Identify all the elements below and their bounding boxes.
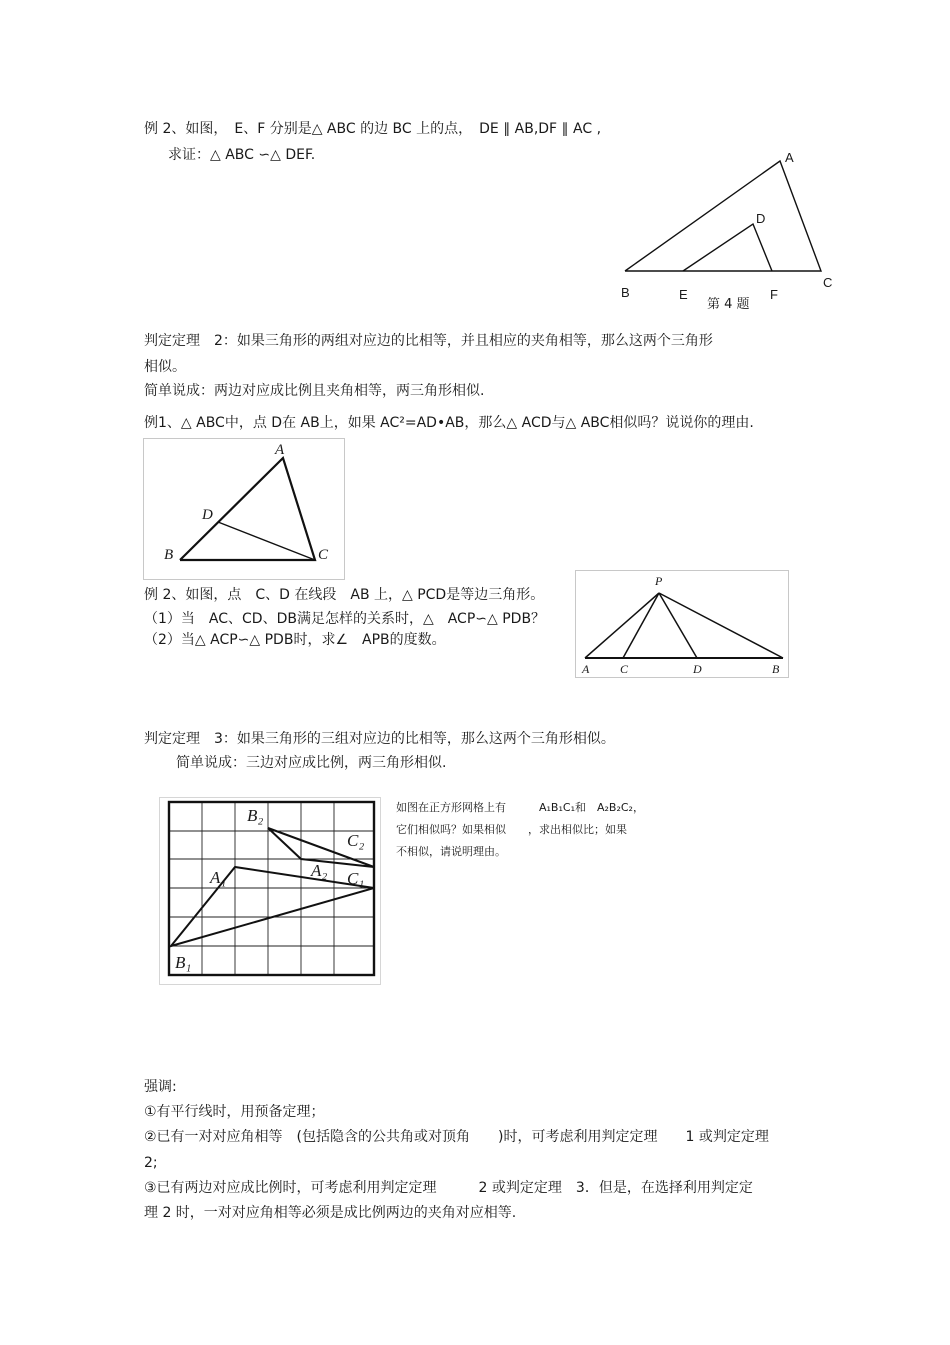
example2-prove-line: 求证：△ ABC ∽△ DEF. (168, 147, 316, 163)
example2b-question2: （2）当△ ACP∽△ PDB时，求∠ APB的度数。 (144, 632, 446, 648)
ex1-label-a: A (275, 442, 285, 458)
example2b-title: 例 2、如图，点 C、D 在线段 AB 上，△ PCD是等边三角形。 (144, 587, 545, 603)
grid-label-c2: C₂ (347, 831, 365, 850)
figure-label-d: D (756, 211, 766, 226)
grid-label-a2: A₂ (311, 861, 328, 880)
ex1-label-c: C (318, 547, 329, 563)
ex1-label-d: D (202, 507, 213, 523)
emphasis-item-1: ①有平行线时，用预备定理； (144, 1104, 325, 1120)
grid-question-line3: 不相似，请说明理由。 (396, 845, 506, 858)
ex1-label-b: B (164, 547, 174, 563)
ex2b-label-b: B (772, 662, 780, 676)
example2b-question1: （1）当 AC、CD、DB满足怎样的关系时，△ ACP∽△ PDB？ (144, 611, 546, 627)
grid-label-c1: C₁ (347, 869, 365, 888)
equilateral-pcd-figure (575, 570, 787, 676)
triangle-def-figure (600, 150, 840, 320)
example1-question: 例1、△ ABC中，点 D在 AB上，如果 AC²=AD•AB，那么△ ACD与△ ABC相似吗？说说你的理由. (144, 415, 754, 431)
figure-label-c: C (823, 275, 833, 290)
figure-label-a: A (785, 150, 794, 165)
theorem2-statement: 判定定理 2：如果三角形的两组对应边的比相等，并且相应的夹角相等，那么这两个三角形 (144, 333, 713, 349)
emphasis-title: 强调: (144, 1079, 177, 1095)
figure-caption: 第 4 题 (707, 297, 750, 312)
grid-question-line2: 它们相似吗？如果相似 ，求出相似比；如果 (396, 823, 627, 836)
emphasis-item-2: ②已有一对对应角相等 (包括隐含的公共角或对顶角 )时，可考虑利用判定定理 1 或判定定理 (144, 1129, 769, 1145)
grid-question-line1: 如图在正方形网格上有 A₁B₁C₁和 A₂B₂C₂， (396, 801, 644, 814)
ex2b-label-d: D (693, 662, 702, 676)
square-grid-figure (159, 797, 379, 983)
emphasis-item-3: ③已有两边对应成比例时，可考虑利用判定定理 2 或判定定理 3．但是，在选择利用判定定 (144, 1180, 753, 1196)
figure-label-b: B (621, 285, 630, 300)
figure-label-e: E (679, 287, 688, 302)
theorem3-statement: 判定定理 3：如果三角形的三组对应边的比相等，那么这两个三角形相似。 (144, 731, 615, 747)
ex2b-label-p: P (655, 574, 663, 588)
ex2b-label-a: A (582, 662, 590, 676)
emphasis-item-2-cont: 2; (144, 1155, 158, 1171)
grid-label-b2: B₂ (247, 806, 264, 825)
theorem2-summary: 简单说成：两边对应成比例且夹角相等，两三角形相似. (144, 383, 485, 399)
figure-label-f: F (770, 287, 778, 302)
theorem3-summary: 简单说成：三边对应成比例，两三角形相似. (176, 755, 447, 771)
emphasis-item-3-cont: 理 2 时，一对对应角相等必须是成比例两边的夹角对应相等. (144, 1205, 517, 1221)
grid-label-b1: B₁ (175, 953, 192, 972)
grid-label-a1: A₁ (210, 868, 227, 887)
ex2b-label-c: C (620, 662, 629, 676)
example2-title-line: 例 2、如图， E、F 分别是△ ABC 的边 BC 上的点， DE ∥ AB,DF ∥ AC , (144, 121, 602, 137)
theorem2-statement-cont: 相似。 (144, 359, 186, 375)
